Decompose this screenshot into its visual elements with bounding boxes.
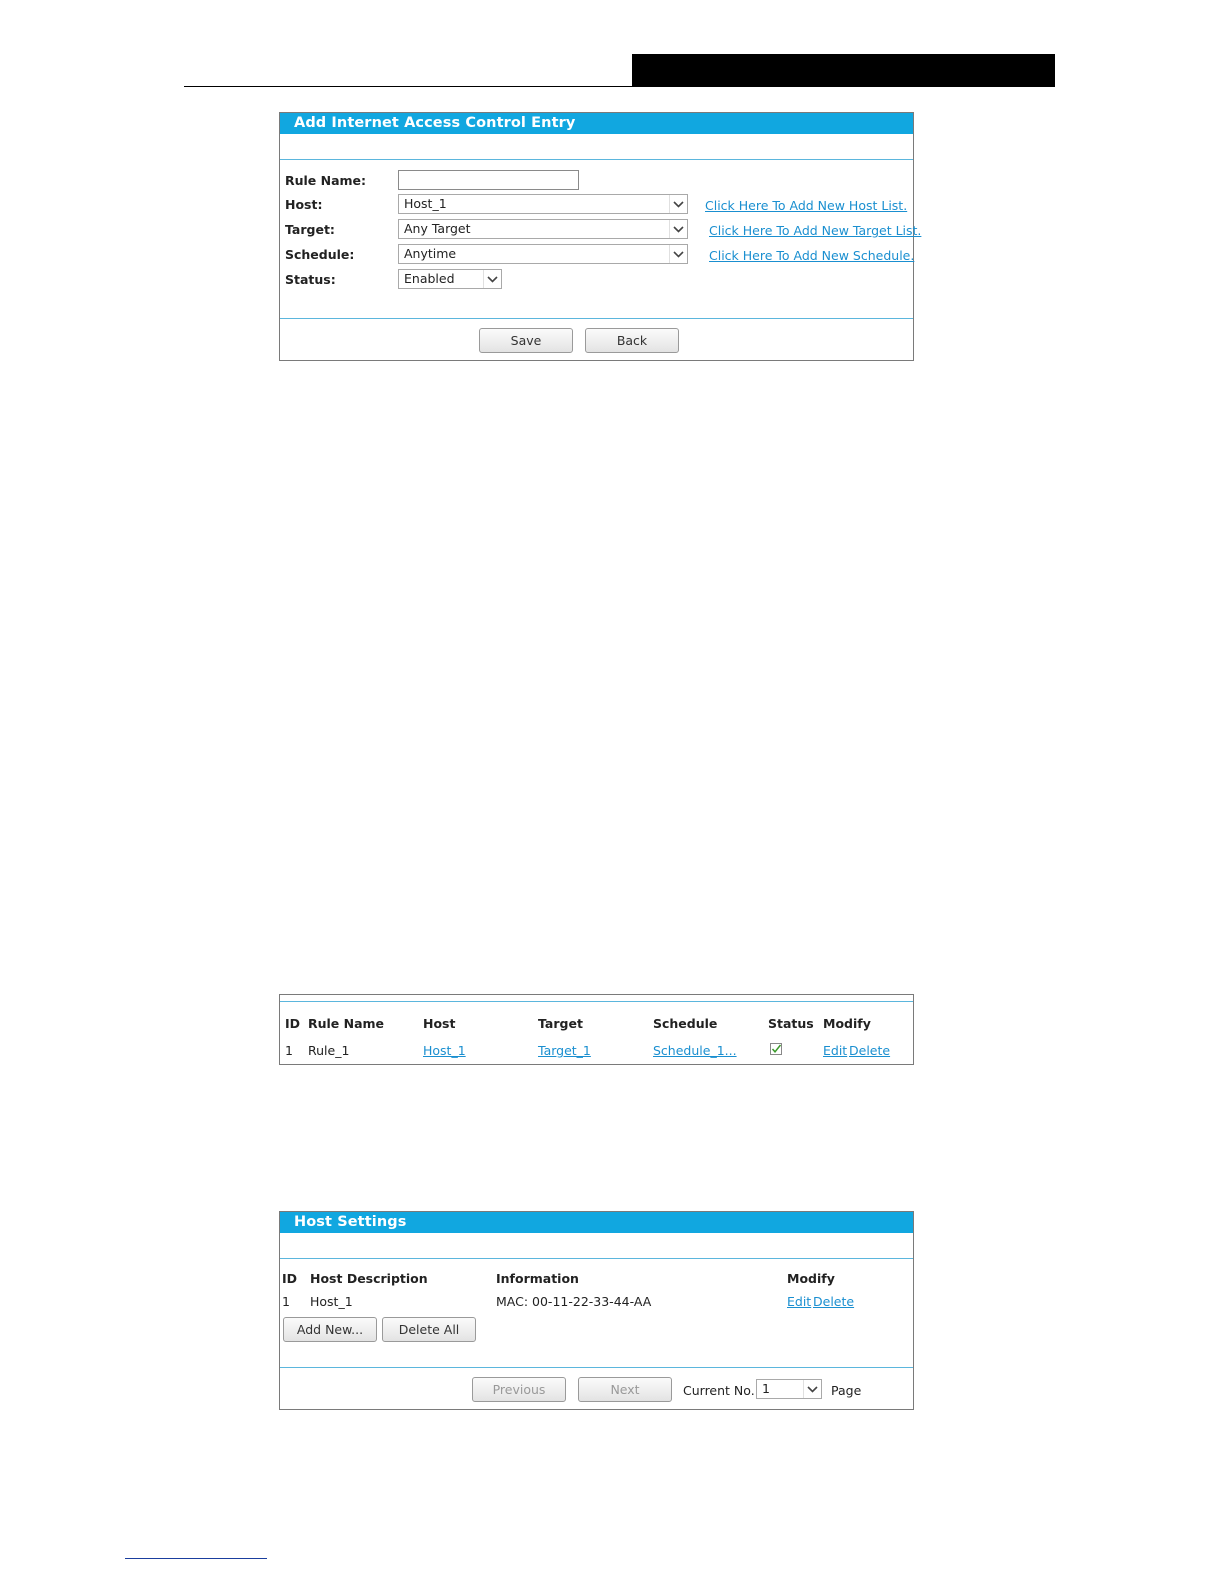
col-header-status: Status — [768, 1016, 814, 1031]
chevron-down-icon — [669, 195, 687, 213]
host-label: Host: — [285, 197, 323, 212]
add-schedule-link[interactable]: Click Here To Add New Schedule. — [709, 248, 915, 263]
save-button[interactable]: Save — [479, 328, 573, 353]
schedule-select[interactable] — [398, 244, 688, 264]
page-header-block — [632, 54, 1055, 87]
row-id: 1 — [282, 1294, 290, 1309]
footer-rule — [125, 1558, 267, 1559]
col-header-id: ID — [285, 1016, 301, 1031]
rule-name-input[interactable] — [398, 170, 579, 190]
page-label: Page — [831, 1383, 862, 1398]
col-header-rule-name: Rule Name — [308, 1016, 385, 1031]
col-header-modify: Modify — [787, 1271, 835, 1286]
page-header-rule — [184, 86, 1055, 87]
row-schedule-link[interactable]: Schedule_1... — [653, 1043, 737, 1058]
row-information: MAC: 00-11-22-33-44-AA — [496, 1294, 652, 1309]
schedule-select-value: Anytime — [404, 246, 457, 261]
host-select-value: Host_1 — [404, 196, 447, 211]
col-header-schedule: Schedule — [653, 1016, 718, 1031]
row-target-link[interactable]: Target_1 — [538, 1043, 591, 1058]
col-header-id: ID — [282, 1271, 298, 1286]
status-select-value: Enabled — [404, 271, 455, 286]
row-edit-link[interactable]: Edit — [787, 1294, 812, 1309]
chevron-down-icon — [669, 220, 687, 238]
chevron-down-icon — [803, 1380, 821, 1398]
page-select-value: 1 — [762, 1381, 770, 1396]
divider — [280, 1367, 913, 1368]
add-entry-panel — [279, 112, 922, 361]
divider — [280, 1001, 913, 1002]
row-id: 1 — [285, 1043, 293, 1058]
add-new-button[interactable]: Add New... — [283, 1317, 377, 1342]
col-header-modify: Modify — [823, 1016, 871, 1031]
target-select[interactable] — [398, 219, 688, 239]
status-select[interactable] — [398, 269, 502, 289]
current-no-label: Current No. — [683, 1383, 755, 1398]
row-host-description: Host_1 — [310, 1294, 353, 1309]
target-label: Target: — [285, 222, 335, 237]
row-rule-name: Rule_1 — [308, 1043, 350, 1058]
host-select[interactable] — [398, 194, 688, 214]
rules-table-panel — [279, 994, 914, 1065]
chevron-down-icon — [483, 270, 501, 288]
back-button[interactable]: Back — [585, 328, 679, 353]
add-host-list-link[interactable]: Click Here To Add New Host List. — [705, 198, 908, 213]
row-edit-link[interactable]: Edit — [823, 1043, 848, 1058]
next-button[interactable]: Next — [578, 1377, 672, 1402]
host-settings-panel — [279, 1211, 914, 1410]
host-settings-title: Host Settings — [280, 1212, 913, 1233]
delete-all-button[interactable]: Delete All — [382, 1317, 476, 1342]
divider — [280, 318, 913, 319]
previous-button[interactable]: Previous — [472, 1377, 566, 1402]
row-host-link[interactable]: Host_1 — [423, 1043, 466, 1058]
add-target-list-link[interactable]: Click Here To Add New Target List. — [709, 223, 922, 238]
col-header-host: Host — [423, 1016, 456, 1031]
status-label: Status: — [285, 272, 336, 287]
rule-name-label: Rule Name: — [285, 173, 367, 188]
row-delete-link[interactable]: Delete — [849, 1043, 891, 1058]
col-header-host-description: Host Description — [310, 1271, 428, 1286]
schedule-label: Schedule: — [285, 247, 355, 262]
chevron-down-icon — [669, 245, 687, 263]
status-checkbox[interactable] — [770, 1043, 782, 1058]
target-select-value: Any Target — [404, 221, 471, 236]
divider — [280, 159, 913, 160]
add-entry-title: Add Internet Access Control Entry — [280, 113, 913, 134]
col-header-information: Information — [496, 1271, 579, 1286]
page-select[interactable] — [756, 1379, 822, 1399]
col-header-target: Target — [538, 1016, 583, 1031]
row-delete-link[interactable]: Delete — [813, 1294, 855, 1309]
checkbox-checked-icon — [770, 1043, 782, 1055]
divider — [280, 1258, 913, 1259]
